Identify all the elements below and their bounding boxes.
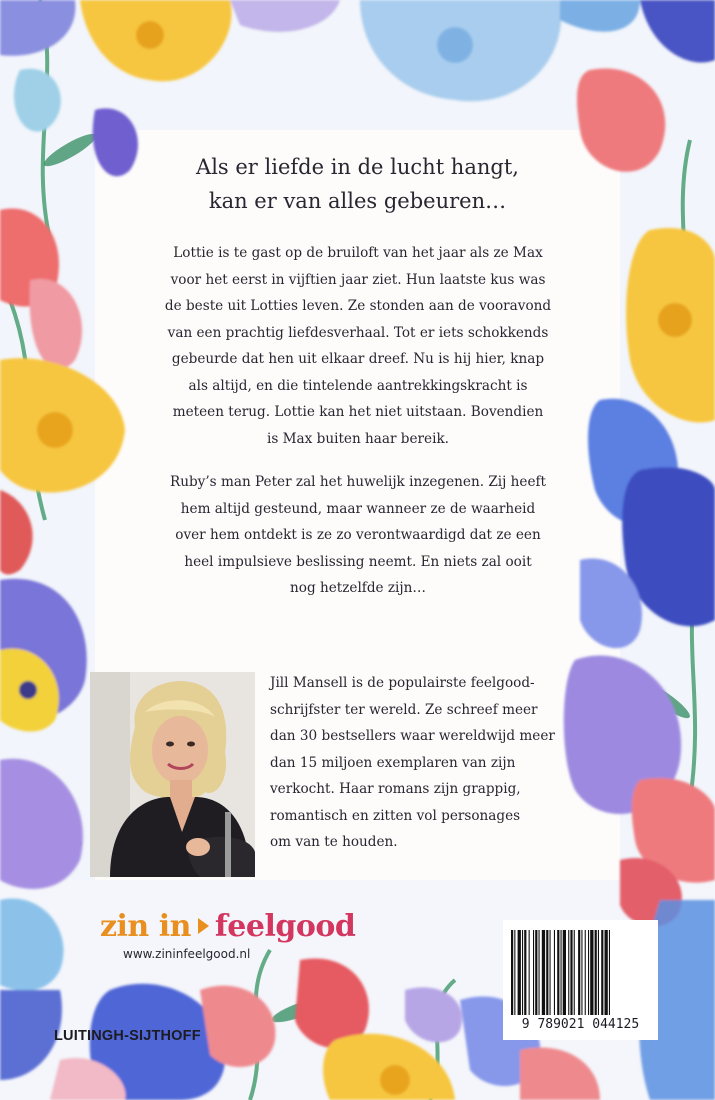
author-photo	[90, 672, 255, 877]
blurb-line: over hem ontdekt is ze zo verontwaardigd dat ze een	[175, 527, 541, 543]
author-portrait-illustration	[90, 672, 255, 877]
barcode-bar	[563, 930, 566, 1015]
barcode-bar	[574, 930, 575, 1015]
blurb-line: van een prachtig liefdesverhaal. Tot er iets schokkends	[167, 324, 549, 341]
barcode-bar	[588, 930, 589, 1015]
blurb-line: is Max buiten haar bereik.	[266, 430, 450, 447]
tagline-line: kan er van alles gebeuren…	[208, 189, 507, 213]
barcode-bar	[535, 930, 537, 1015]
blurb-line: meteen terug. Lottie kan het niet uitstaan. Bovendien	[172, 404, 544, 420]
barcode-bar	[522, 930, 523, 1015]
bio-line: verkocht. Haar romans zijn grappig,	[270, 781, 521, 797]
tagline-line: Als er liefde in de lucht hangt,	[196, 155, 519, 179]
isbn-number: 9 789021 044125	[521, 1017, 640, 1032]
bio-line: schrijfster ter wereld. Ze schreef meer	[270, 701, 538, 718]
barcode-bar	[605, 930, 608, 1015]
blurb-line: nog hetzelfde zijn…	[290, 580, 426, 596]
barcode-bar	[554, 930, 555, 1015]
barcode-bar	[511, 930, 513, 1015]
blurb-line: gebeurde dat hen uit elkaar dreef. Nu is hij hier, knap	[171, 351, 545, 367]
arrow-right-icon	[198, 918, 209, 934]
imprint-logo-part-2: feelgood	[214, 908, 356, 944]
barcode-bar	[561, 930, 562, 1015]
barcode-bar	[533, 930, 534, 1015]
barcode-bar	[557, 930, 559, 1015]
barcode-bar	[529, 930, 530, 1015]
imprint-logo	[100, 905, 355, 947]
isbn-barcode	[503, 920, 658, 1040]
blurb-line: als altijd, en die tintelende aantrekkingskracht is	[188, 377, 528, 394]
barcode-bar	[546, 930, 548, 1015]
bio-line: romantisch en zitten vol personages	[270, 807, 521, 824]
author-bio	[270, 670, 600, 856]
blurb-line: heel impulsieve beslissing neemt. En niets zal ooit	[184, 553, 532, 570]
barcode-bar	[609, 930, 610, 1015]
barcode-bar	[598, 930, 599, 1015]
barcode-bar	[524, 930, 526, 1015]
barcode-bar	[518, 930, 521, 1015]
bio-line: dan 30 bestsellers waar wereldwijd meer	[270, 728, 555, 744]
bio-line: dan 15 miljoen exemplaren van zijn	[270, 754, 516, 771]
barcode-bar	[550, 930, 551, 1015]
barcode-icon	[511, 930, 650, 1015]
barcode-bar	[514, 930, 515, 1015]
barcode-bar	[585, 930, 586, 1015]
barcode-bar	[578, 930, 580, 1015]
barcode-bar	[570, 930, 572, 1015]
bio-line: om van te houden.	[270, 834, 398, 850]
barcode-bar	[590, 930, 593, 1015]
barcode-bar	[601, 930, 603, 1015]
blurb-line: de beste uit Lotties leven. Ze stonden aan de vooravond	[164, 298, 552, 314]
imprint-website: www.zininfeelgood.nl	[123, 947, 251, 961]
barcode-bar	[581, 930, 582, 1015]
blurb-line: Lottie is te gast op de bruiloft van het jaar als ze Max	[173, 245, 543, 261]
blurb-line: Ruby’s man Peter zal het huwelijk inzegenen. Zij heeft	[169, 474, 547, 490]
blurb-paragraph-2	[118, 469, 598, 602]
blurb-line: voor het eerst in vijftien jaar ziet. Hun laatste kus was	[170, 271, 546, 288]
bio-line: Jill Mansell is de populairste feelgood-	[270, 675, 535, 691]
blurb-paragraph-1	[118, 240, 598, 452]
barcode-bar	[568, 930, 569, 1015]
tagline	[140, 150, 575, 218]
barcode-bar	[595, 930, 597, 1015]
imprint-logo-part-1: zin in	[100, 908, 191, 944]
blurb-line: hem altijd gesteund, maar wanneer ze de waarheid	[180, 500, 536, 517]
publisher-logo: LUITINGH-SIJTHOFF	[54, 1028, 201, 1044]
barcode-bar	[539, 930, 540, 1015]
barcode-bar	[542, 930, 545, 1015]
